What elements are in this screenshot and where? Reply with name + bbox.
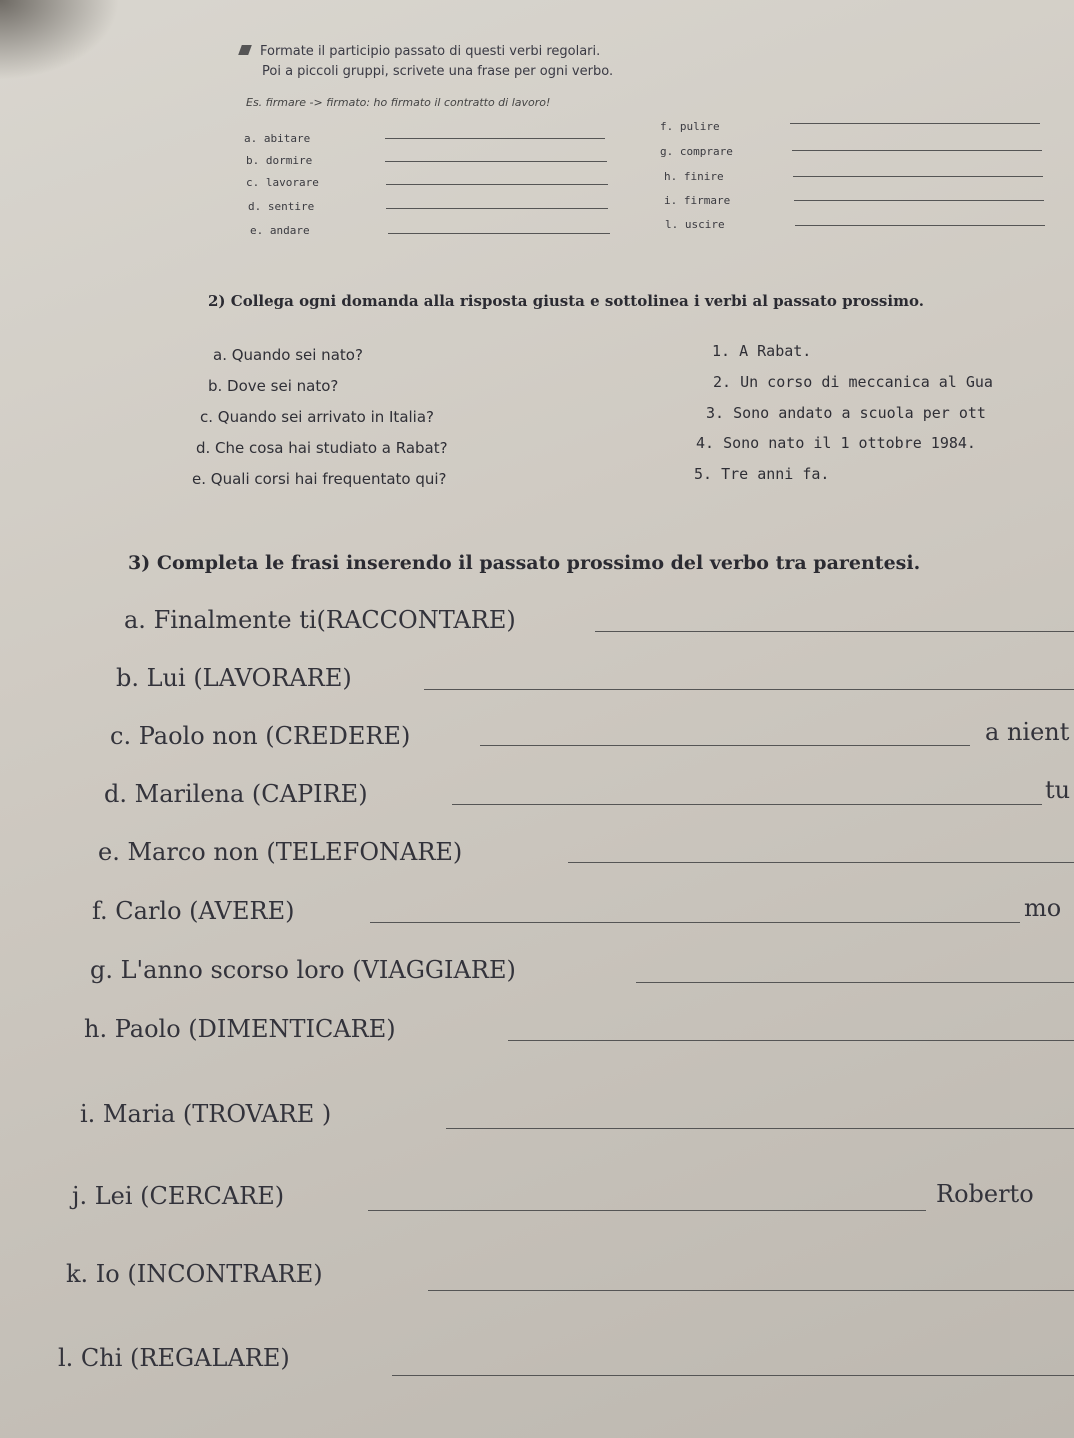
sentence-blank-j[interactable] (368, 1210, 926, 1211)
verb-item-h: h. finire (664, 170, 724, 183)
sentence-f: f. Carlo (AVERE) (92, 897, 295, 925)
answer-2: 2. Un corso di meccanica al Gua (713, 373, 993, 391)
answer-blank-d[interactable] (386, 208, 608, 209)
verb-item-g: g. comprare (660, 145, 733, 158)
sentence-j: j. Lei (CERCARE) (72, 1182, 285, 1210)
sentence-blank-d[interactable] (452, 804, 1042, 805)
answer-blank-l[interactable] (795, 225, 1045, 226)
answer-blank-b[interactable] (385, 161, 607, 162)
exercise2-title: 2) Collega ogni domanda alla risposta giusta e sottolinea i verbi al passato prossimo. (208, 292, 924, 310)
answer-blank-f[interactable] (790, 123, 1040, 124)
sentence-blank-e[interactable] (568, 862, 1074, 863)
sentence-d: d. Marilena (CAPIRE) (104, 780, 368, 808)
bullet-icon (238, 45, 252, 55)
answer-blank-e[interactable] (388, 233, 610, 234)
verb-item-i: i. firmare (664, 194, 731, 207)
sentence-blank-f[interactable] (370, 922, 1020, 923)
sentence-blank-k[interactable] (428, 1290, 1074, 1291)
sentence-blank-a[interactable] (595, 631, 1074, 632)
question-e: e. Quali corsi hai frequentato qui? (192, 470, 447, 488)
sentence-blank-i[interactable] (446, 1128, 1074, 1129)
sentence-blank-g[interactable] (636, 982, 1074, 983)
question-c: c. Quando sei arrivato in Italia? (200, 408, 434, 426)
sentence-blank-h[interactable] (508, 1040, 1074, 1041)
answer-blank-g[interactable] (792, 150, 1042, 151)
answer-blank-a[interactable] (385, 138, 605, 139)
question-b: b. Dove sei nato? (208, 377, 339, 395)
sentence-tail-d: tu (1045, 776, 1071, 804)
sentence-l: l. Chi (REGALARE) (58, 1344, 290, 1372)
answer-4: 4. Sono nato il 1 ottobre 1984. (696, 434, 976, 452)
sentence-blank-l[interactable] (392, 1375, 1074, 1376)
exercise3-title: 3) Completa le frasi inserendo il passato prossimo del verbo tra parentesi. (128, 552, 921, 574)
exercise1-example: Es. firmare -> firmato: ho firmato il contratto di lavoro! (246, 96, 551, 109)
sentence-tail-j: Roberto (936, 1180, 1034, 1208)
verb-item-e: e. andare (250, 224, 310, 237)
answer-3: 3. Sono andato a scuola per ott (706, 404, 986, 422)
answer-blank-c[interactable] (386, 184, 608, 185)
question-a: a. Quando sei nato? (213, 346, 363, 364)
answer-blank-i[interactable] (794, 200, 1044, 201)
answer-5: 5. Tre anni fa. (694, 465, 830, 483)
answer-1: 1. A Rabat. (712, 342, 812, 360)
exercise1-title-text: Formate il participio passato di questi verbi regolari. (260, 44, 601, 59)
exercise1-subtitle: Poi a piccoli gruppi, scrivete una frase per ogni verbo. (262, 64, 614, 79)
sentence-e: e. Marco non (TELEFONARE) (98, 838, 463, 866)
verb-item-a: a. abitare (244, 132, 311, 145)
page-corner-shadow (0, 0, 120, 80)
question-d: d. Che cosa hai studiato a Rabat? (196, 439, 448, 457)
sentence-tail-f: mo (1024, 894, 1062, 922)
verb-item-f: f. pulire (660, 120, 720, 133)
answer-blank-h[interactable] (793, 176, 1043, 177)
verb-item-b: b. dormire (246, 154, 313, 167)
sentence-h: h. Paolo (DIMENTICARE) (84, 1015, 396, 1043)
sentence-blank-b[interactable] (424, 689, 1074, 690)
sentence-k: k. Io (INCONTRARE) (66, 1260, 323, 1288)
sentence-blank-c[interactable] (480, 745, 970, 746)
exercise1-title (240, 44, 600, 59)
sentence-a: a. Finalmente ti(RACCONTARE) (124, 606, 516, 634)
verb-item-c: c. lavorare (246, 176, 319, 189)
sentence-g: g. L'anno scorso loro (VIAGGIARE) (90, 956, 516, 984)
sentence-b: b. Lui (LAVORARE) (116, 664, 352, 692)
verb-item-l: l. uscire (665, 218, 725, 231)
sentence-tail-c: a nient (985, 718, 1070, 746)
sentence-c: c. Paolo non (CREDERE) (110, 722, 411, 750)
verb-item-d: d. sentire (248, 200, 315, 213)
sentence-i: i. Maria (TROVARE ) (80, 1100, 332, 1128)
